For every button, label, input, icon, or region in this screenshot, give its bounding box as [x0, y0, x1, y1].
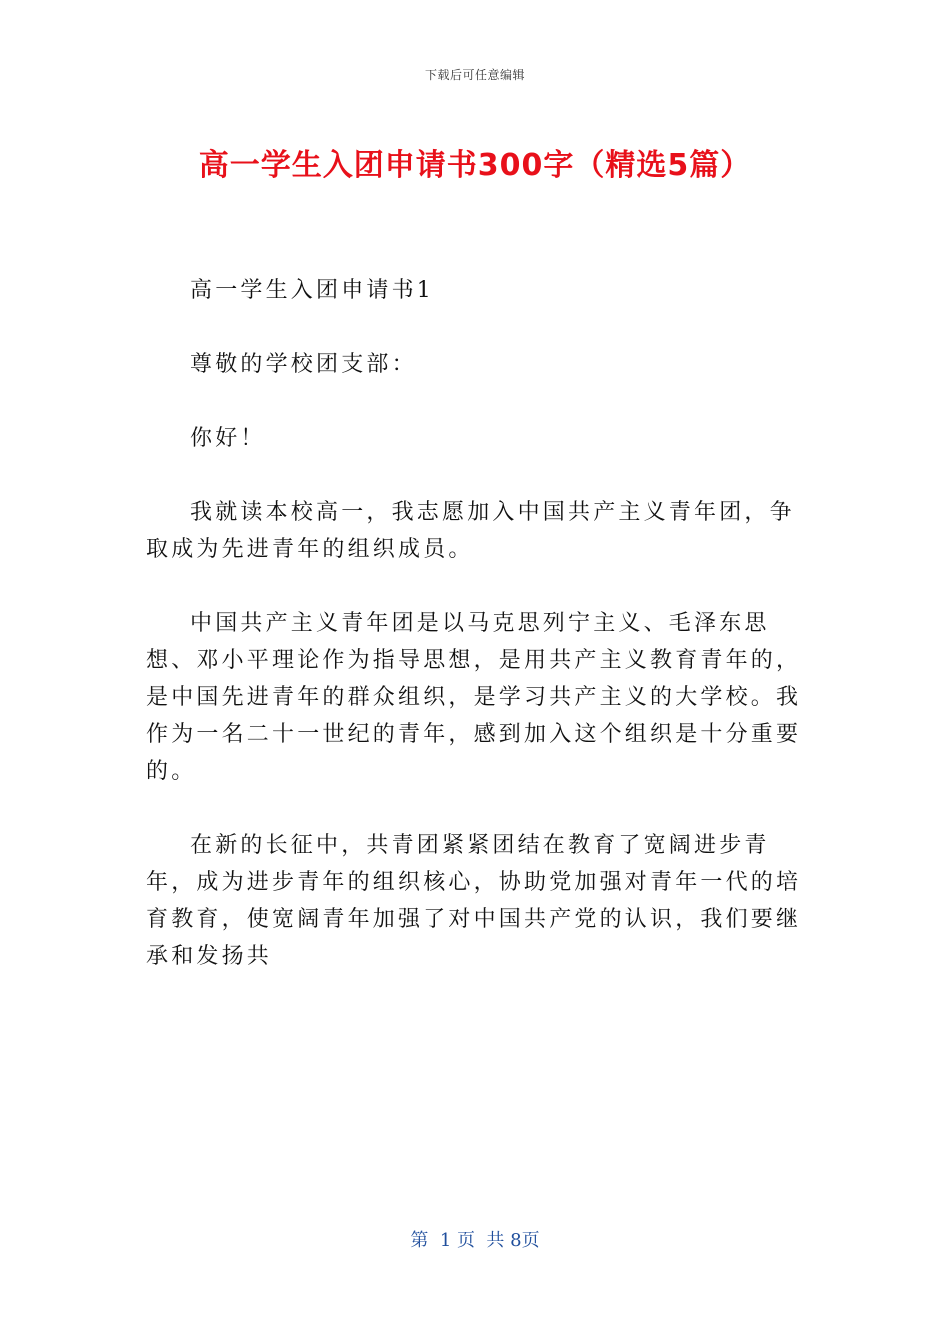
header-note: 下载后可任意编辑 [424, 68, 525, 82]
page-number-footer: 第 1 页 共 8页 [410, 1230, 540, 1251]
paragraph: 尊敬的学校团支部： [190, 352, 417, 377]
paragraph: 我就读本校高一，我志愿加入中国共产主义青年团，争取成为先进青年的组织成员。 [146, 500, 795, 562]
paragraph: 在新的长征中，共青团紧紧团结在教育了宽阔进步青年，成为进步青年的组织核心，协助党加强对青年一代的培育教育，使宽阔青年加强了对中国共产党的认识，我们要继承和发扬共 [146, 833, 802, 969]
document-body [146, 272, 806, 1012]
paragraph: 高一学生入团申请书1 [190, 278, 434, 303]
paragraph: 你好！ [190, 426, 266, 451]
paragraph: 中国共产主义青年团是以马克思列宁主义、毛泽东思想、邓小平理论作为指导思想，是用共产主义教育青年的，是中国先进青年的群众组织，是学习共产主义的大学校。我作为一名二十一世纪的青年，感到加入这个组织是十分重要的。 [146, 611, 802, 784]
document-title: 高一学生入团申请书300字（精选5篇） [198, 148, 752, 183]
